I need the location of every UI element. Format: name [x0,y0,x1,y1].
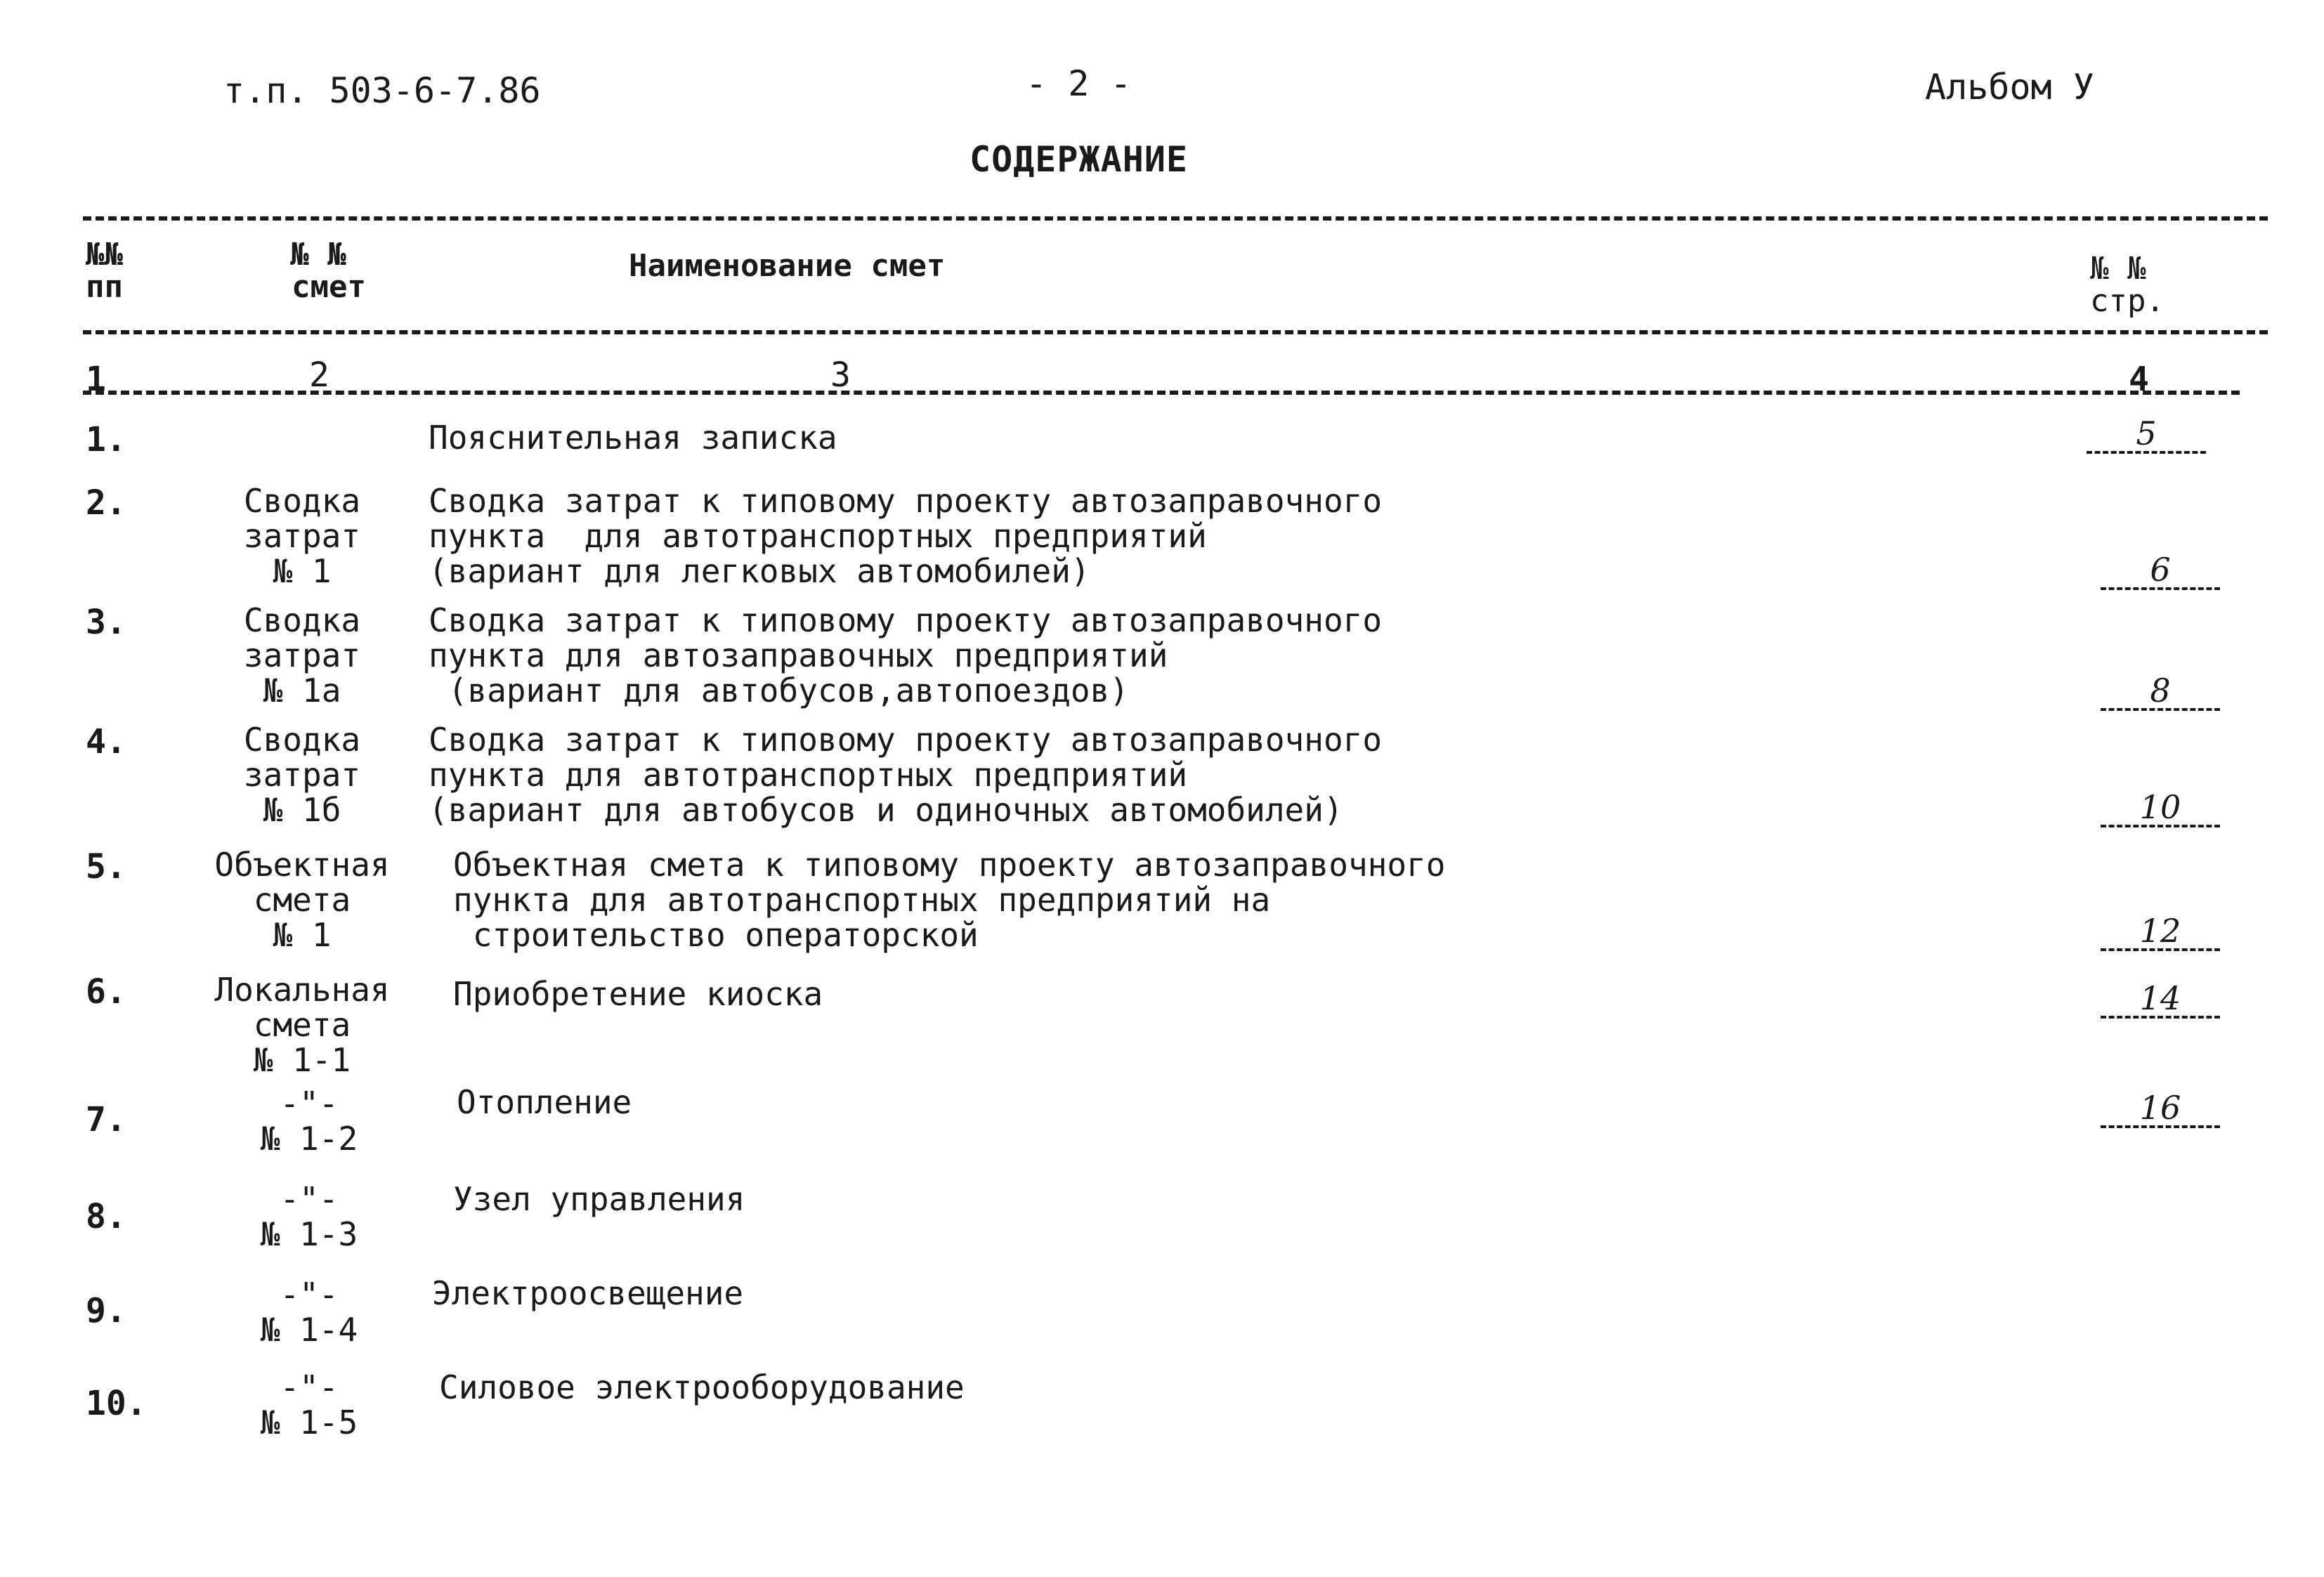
row-number: 9. [86,1291,126,1330]
document-code: т.п. 503-6-7.86 [223,70,541,111]
column-number-4: 4 [2129,360,2149,399]
estimate-code: Сводка затрат № 1 [243,482,361,590]
table-header-rule [83,330,2268,334]
estimate-code: -"- № 1-4 [260,1276,358,1349]
estimate-name: Узел управления [453,1180,745,1218]
table-top-rule [83,216,2268,221]
row-number: 7. [86,1100,126,1139]
row-number: 3. [86,603,126,642]
estimate-code: Сводка затрат № 1а [243,601,361,709]
column-number-rule [83,391,2240,395]
page-ref: 12 [2101,913,2220,951]
album-label: Альбом У [1925,67,2094,107]
column-number-1: 1 [86,360,106,399]
estimate-name: Электроосвещение [432,1274,744,1312]
estimate-name: Приобретение киоска [453,975,823,1013]
page-title: СОДЕРЖАНИЕ [970,139,1189,180]
column-number-3: 3 [830,355,851,395]
page-number: - 2 - [1026,63,1132,104]
page-ref: 16 [2101,1090,2220,1128]
estimate-code: Объектная смета № 1 [214,846,390,954]
estimate-name: Силовое электрооборудование [439,1368,965,1406]
row-number: 2. [86,483,126,523]
estimate-name: Сводка затрат к типовому проекту автозаправочного пункта для автотранспортных предприятий (вариант для автобусов и одиночных автомобилей) [429,721,1383,829]
column-header-pp: №№ пп [86,237,123,305]
column-header-smet: № № смет [290,237,366,305]
row-number: 6. [86,972,126,1012]
estimate-name: Объектная смета к типовому проекту автозаправочного пункта для автотранспортных предприятий на строительство операторской [453,846,1446,954]
estimate-name: Сводка затрат к типовому проекту автозаправочного пункта для автотранспортных предприятий (вариант для легковых автомобилей) [429,482,1383,590]
column-header-name: Наименование смет [629,248,946,284]
page-ref: 8 [2101,673,2220,711]
estimate-name: Пояснительная записка [429,419,837,457]
estimate-code: -"- № 1-5 [260,1368,358,1441]
estimate-code: -"- № 1-3 [260,1180,358,1253]
estimate-name: Отопление [457,1083,632,1121]
page-ref: 6 [2101,552,2220,590]
row-number: 10. [86,1384,147,1423]
row-number: 4. [86,722,126,761]
page-ref: 5 [2087,416,2206,454]
row-number: 5. [86,847,126,886]
column-header-page: № № стр. [2090,251,2165,319]
page-ref: 10 [2101,790,2220,827]
estimate-code: -"- № 1-2 [260,1085,358,1158]
estimate-name: Сводка затрат к типовому проекту автозаправочного пункта для автозаправочных предприятий (вариант для автобусов,автопоездов) [429,601,1383,709]
estimate-code: Локальная смета № 1-1 [214,971,390,1079]
page-ref: 14 [2101,981,2220,1019]
row-number: 8. [86,1197,126,1236]
estimate-code: Сводка затрат № 1б [243,721,361,829]
column-number-2: 2 [309,355,329,395]
row-number: 1. [86,420,126,459]
